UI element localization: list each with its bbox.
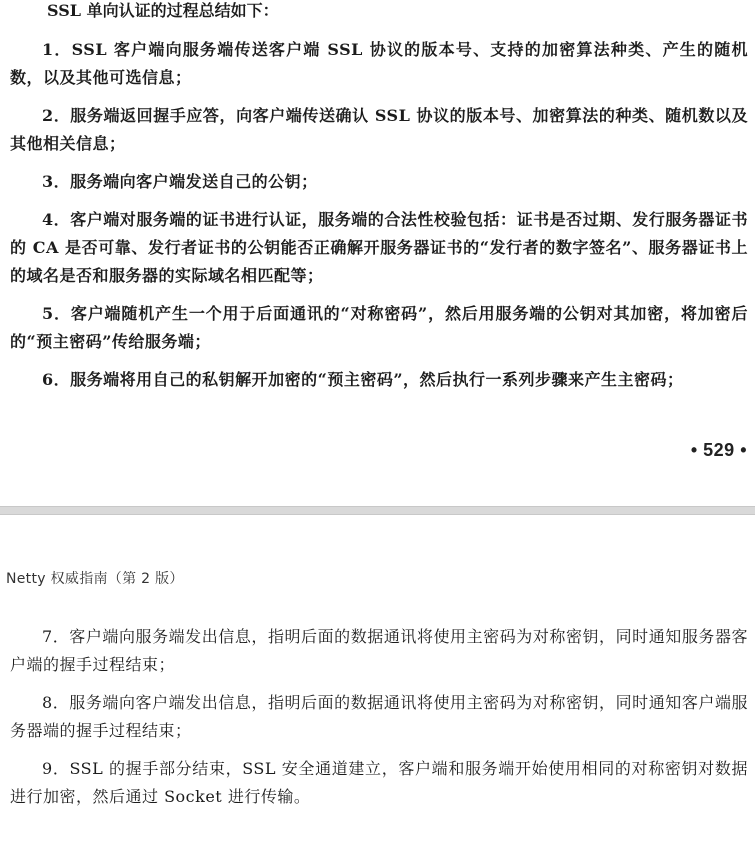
paragraph-step-3: 3．服务端向客户端发送自己的公钥； bbox=[42, 172, 318, 191]
paragraph-step-9: 9．SSL 的握手部分结束，SSL 安全通道建立，客户端和服务端开始使用相同的对称密钥对数据进行加密，然后通过 Socket 进行传输。 bbox=[10, 759, 748, 806]
lower-paragraphs bbox=[10, 623, 748, 811]
book-page-lower bbox=[0, 515, 755, 843]
intro-heading: SSL 单向认证的过程总结如下： bbox=[47, 1, 279, 20]
paragraph-step-6: 6．服务端将用自己的私钥解开加密的“预主密码”，然后执行一系列步骤来产生主密码； bbox=[42, 370, 684, 389]
upper-paragraphs bbox=[10, 36, 748, 394]
paragraph-step-5: 5．客户端随机产生一个用于后面通讯的“对称密码”，然后用服务端的公钥对其加密，将加密后的“预主密码”传给服务端； bbox=[10, 304, 748, 351]
page-divider bbox=[0, 506, 755, 515]
paragraph-step-2: 2．服务端返回握手应答，向客户端传送确认 SSL 协议的版本号、加密算法的种类、随机数以及其他相关信息； bbox=[10, 106, 748, 153]
paragraph-step-1: 1．SSL 客户端向服务端传送客户端 SSL 协议的版本号、支持的加密算法种类、产生的随机数，以及其他可选信息； bbox=[10, 40, 748, 87]
page-number: • 529 • bbox=[690, 440, 747, 460]
paragraph-step-4: 4．客户端对服务端的证书进行认证，服务端的合法性校验包括：证书是否过期、发行服务器证书的 CA 是否可靠、发行者证书的公钥能否正确解开服务器证书的“发行者的数字签名”、服务器证书上的域名是否和服务器的实际域名相匹配等； bbox=[10, 210, 748, 285]
running-header: Netty 权威指南（第 2 版） bbox=[6, 571, 184, 587]
paragraph-step-8: 8．服务端向客户端发出信息，指明后面的数据通讯将使用主密码为对称密钥，同时通知客户端服务器端的握手过程结束； bbox=[10, 693, 748, 740]
paragraph-step-7: 7．客户端向服务端发出信息，指明后面的数据通讯将使用主密码为对称密钥，同时通知服务器客户端的握手过程结束； bbox=[10, 627, 748, 674]
